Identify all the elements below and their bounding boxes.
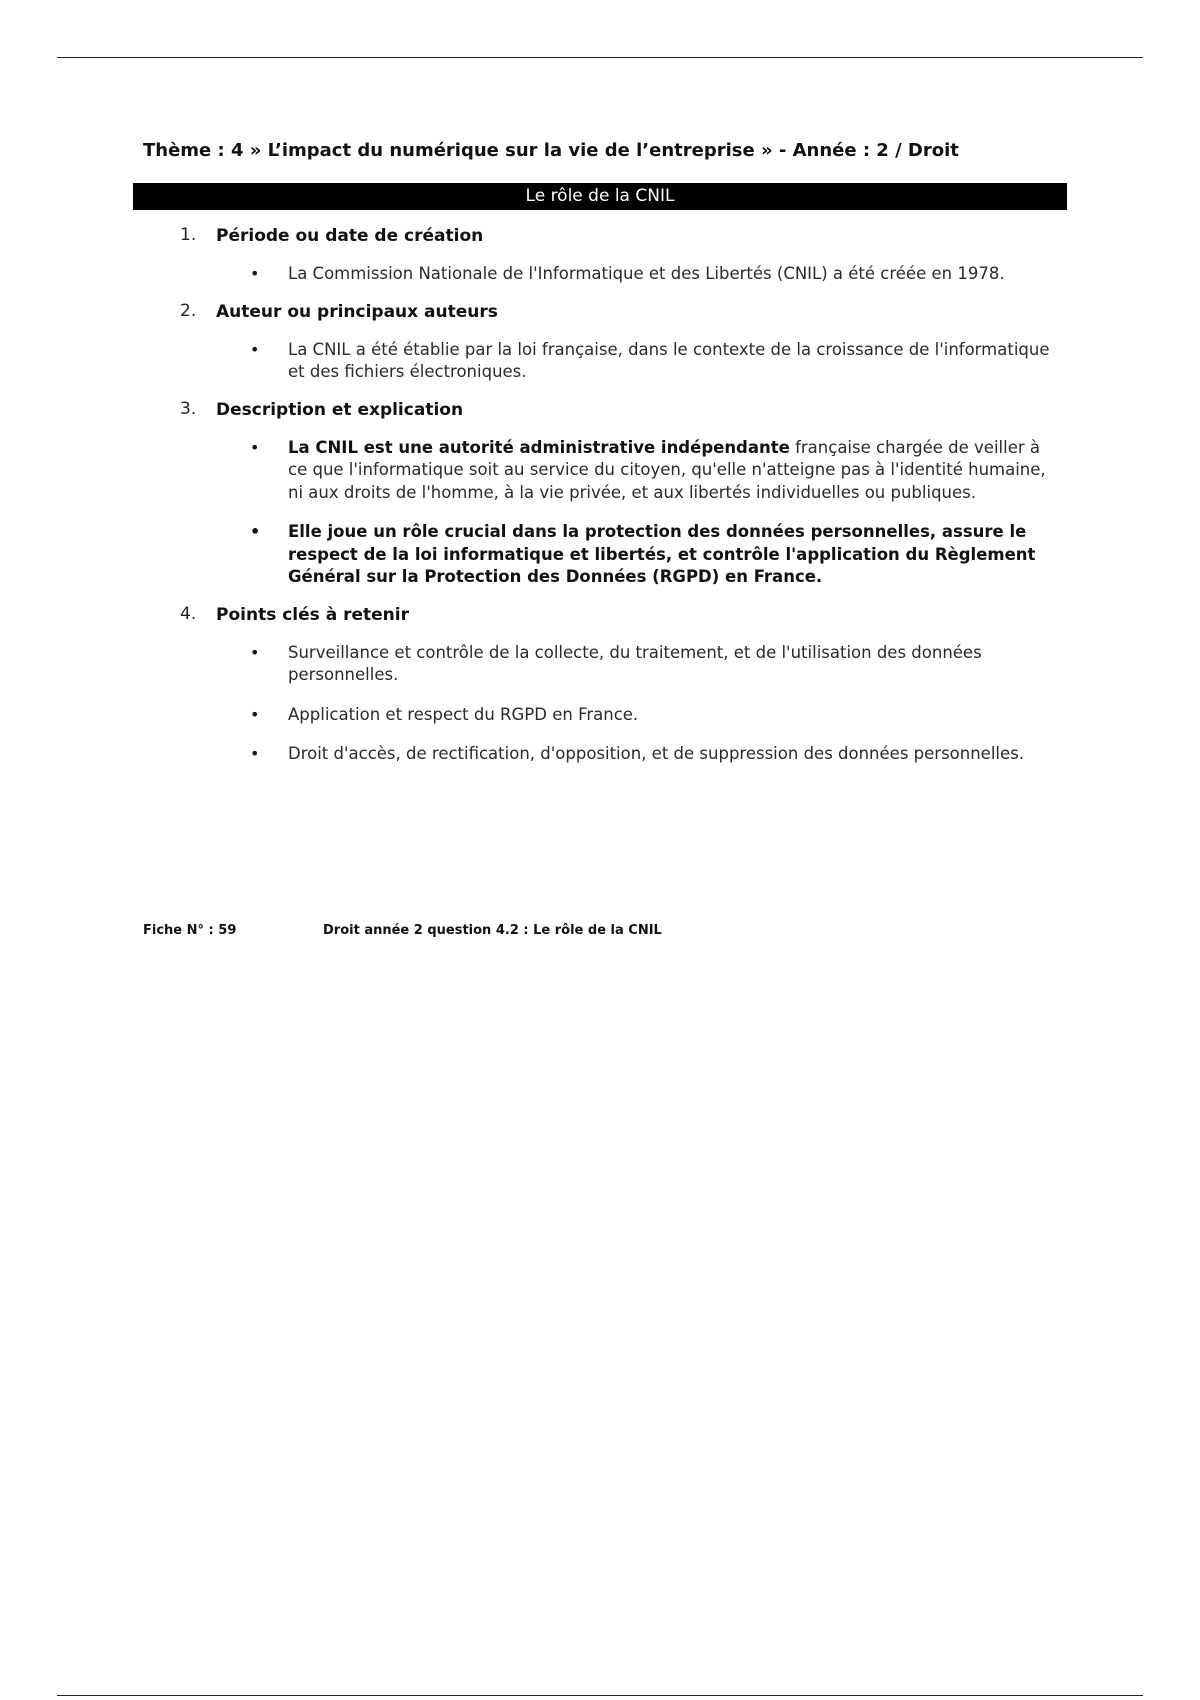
- bullet-list: [216, 263, 1060, 286]
- section-title: Période ou date de création: [216, 226, 484, 246]
- section-title: Auteur ou principaux auteurs: [216, 301, 498, 322]
- fiche-number: Fiche N° : 59: [143, 923, 237, 938]
- list-item: [250, 521, 1060, 589]
- page-title: Le rôle de la CNIL: [133, 183, 1067, 210]
- bullet-text: La CNIL a été établie par la loi française, dans le contexte de la croissance de l'informatique et des fichiers électroniques.: [288, 339, 1050, 381]
- list-item: [250, 263, 1060, 286]
- section-number: 2.: [180, 300, 197, 321]
- section-title: Description et explication: [216, 399, 464, 420]
- bullet-icon: •: [250, 437, 260, 457]
- section-creation: [180, 225, 1060, 286]
- bullet-list: [216, 642, 1060, 766]
- section-title: Points clés à retenir: [216, 604, 409, 625]
- bullet-icon: •: [250, 339, 260, 359]
- list-item: [250, 704, 1060, 727]
- bullet-icon: •: [250, 642, 260, 662]
- bullet-icon: •: [250, 264, 260, 283]
- section-number: 4.: [180, 603, 197, 624]
- sections-list: [180, 225, 1060, 781]
- list-item: [250, 743, 1060, 766]
- bullet-icon: •: [250, 704, 260, 724]
- bullet-text: Surveillance et contrôle de la collecte, du traitement, et de l'utilisation des données personnelles.: [288, 642, 982, 684]
- theme-header: Thème : 4 » L’impact du numérique sur la vie de l’entreprise » - Année : 2 / Droit: [143, 140, 959, 161]
- bullet-list: [216, 437, 1060, 589]
- bullet-text: La Commission Nationale de l'Informatique et des Libertés (CNIL) a été créée en 1978.: [288, 264, 1005, 283]
- footer-reference: Droit année 2 question 4.2 : Le rôle de la CNIL: [323, 923, 662, 938]
- bullet-text: Droit d'accès, de rectification, d'opposition, et de suppression des données personnelles.: [288, 744, 1024, 763]
- bullet-strong-text: Elle joue un rôle crucial dans la protection des données personnelles, assure le respect de la loi informatique et libertés, et contrôle l'application du Règlement Général sur la Protection des Données (RGPD) en France.: [288, 522, 1036, 586]
- section-authors: [180, 301, 1060, 384]
- bottom-rule: [57, 1695, 1143, 1696]
- top-rule: [57, 57, 1143, 58]
- section-key-points: [180, 604, 1060, 766]
- bullet-strong-text: La CNIL est une autorité administrative indépendante: [288, 437, 790, 457]
- bullet-text: française chargée de veiller à ce que l'informatique soit au service du citoyen, qu'elle n'atteigne pas à l'identité humaine, ni aux droits de l'homme, à la vie privée, et aux libertés individuelles ou publiques.: [288, 437, 1046, 502]
- bullet-text: Application et respect du RGPD en France.: [288, 704, 639, 724]
- bullet-icon: •: [250, 744, 260, 763]
- section-number: 3.: [180, 398, 197, 419]
- list-item: [250, 339, 1060, 384]
- list-item: [250, 437, 1060, 505]
- page-footer: [143, 923, 662, 938]
- bullet-icon: •: [250, 522, 261, 541]
- list-item: [250, 642, 1060, 687]
- section-number: 1.: [180, 225, 197, 245]
- bullet-list: [216, 339, 1060, 384]
- section-description: [180, 399, 1060, 589]
